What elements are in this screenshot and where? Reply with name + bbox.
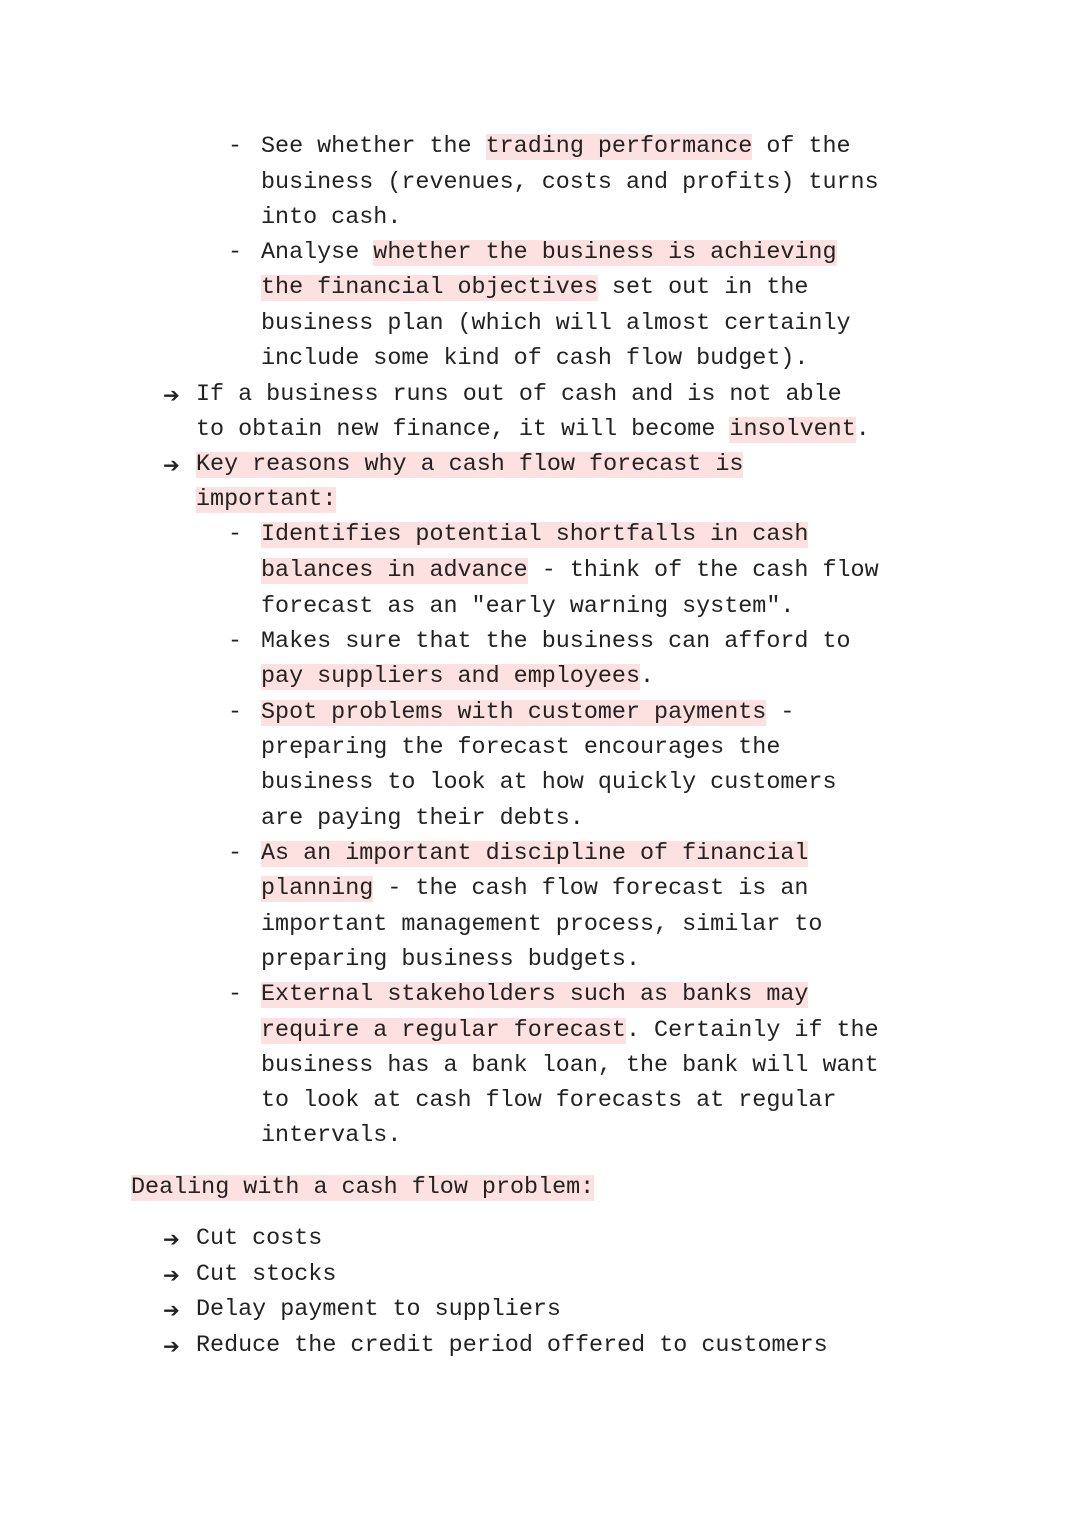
- text-line: [261, 698, 794, 728]
- text-line: [196, 415, 870, 445]
- list-item: Delay payment to suppliers: [196, 1297, 561, 1323]
- text-segment: .: [855, 417, 870, 443]
- text-segment: .: [640, 664, 655, 690]
- arrow-bullet-icon: ➔: [163, 453, 180, 477]
- text-segment: . Certainly if the: [625, 1018, 879, 1044]
- arrow-bullet-icon: ➔: [163, 1227, 180, 1251]
- text-line: preparing business budgets.: [261, 947, 640, 973]
- highlighted-text: important:: [196, 487, 337, 513]
- highlighted-text: As an important discipline of financial: [261, 841, 809, 867]
- text-segment: - think of the cash flow: [527, 558, 879, 584]
- arrow-bullet-icon: ➔: [163, 1263, 180, 1287]
- text-line: [261, 273, 808, 303]
- text-segment: of the: [752, 134, 851, 160]
- text-line: business to look at how quickly customers: [261, 770, 837, 796]
- highlighted-text: trading performance: [485, 134, 753, 160]
- text-line: [261, 520, 808, 550]
- dash-bullet: -: [228, 522, 243, 548]
- highlighted-text: Dealing with a cash flow problem:: [131, 1175, 595, 1201]
- text-line: intervals.: [261, 1123, 402, 1149]
- highlighted-text: balances in advance: [261, 558, 528, 584]
- text-line: If a business runs out of cash and is not able: [196, 382, 842, 408]
- highlighted-text: whether the business is achieving: [373, 240, 837, 266]
- text-segment: to obtain new finance, it will become: [196, 417, 730, 443]
- text-segment: See whether the: [261, 134, 486, 160]
- highlighted-text: External stakeholders such as banks may: [261, 982, 809, 1008]
- text-segment: set out in the: [597, 275, 809, 301]
- highlighted-text: Key reasons why a cash flow forecast is: [196, 452, 744, 478]
- dash-bullet: -: [228, 134, 243, 160]
- text-line: [261, 839, 808, 869]
- text-line: business has a bank loan, the bank will want: [261, 1053, 879, 1079]
- highlighted-text: pay suppliers and employees: [261, 664, 640, 690]
- dash-bullet: -: [228, 982, 243, 1008]
- text-line: preparing the forecast encourages the: [261, 735, 781, 761]
- text-line: [261, 1016, 879, 1046]
- highlighted-text: insolvent: [729, 417, 856, 443]
- text-line: [196, 450, 743, 480]
- text-line: include some kind of cash flow budget).: [261, 346, 809, 372]
- arrow-bullet-icon: ➔: [163, 1298, 180, 1322]
- arrow-bullet-icon: ➔: [163, 383, 180, 407]
- text-line: [261, 132, 851, 162]
- section-heading: [131, 1173, 594, 1203]
- text-line: into cash.: [261, 205, 402, 231]
- highlighted-text: require a regular forecast: [261, 1018, 626, 1044]
- list-item: Cut costs: [196, 1226, 323, 1252]
- text-line: business plan (which will almost certainly: [261, 311, 851, 337]
- text-segment: -: [766, 700, 795, 726]
- text-segment: - the cash flow forecast is an: [373, 876, 809, 902]
- dash-bullet: -: [228, 700, 243, 726]
- text-line: to look at cash flow forecasts at regular: [261, 1088, 837, 1114]
- list-item: Reduce the credit period offered to customers: [196, 1333, 828, 1359]
- text-line: [261, 238, 837, 268]
- highlighted-text: the financial objectives: [261, 275, 598, 301]
- highlighted-text: Spot problems with customer payments: [261, 700, 767, 726]
- text-line: [261, 662, 654, 692]
- text-line: business (revenues, costs and profits) turns: [261, 170, 879, 196]
- text-line: [261, 980, 808, 1010]
- arrow-bullet-icon: ➔: [163, 1334, 180, 1358]
- list-item: Cut stocks: [196, 1262, 337, 1288]
- text-line: important management process, similar to: [261, 912, 823, 938]
- text-line: [196, 485, 336, 515]
- text-line: are paying their debts.: [261, 806, 584, 832]
- dash-bullet: -: [228, 240, 243, 266]
- highlighted-text: Identifies potential shortfalls in cash: [261, 522, 809, 548]
- text-line: forecast as an "early warning system".: [261, 594, 795, 620]
- highlighted-text: planning: [261, 876, 374, 902]
- text-line: [261, 556, 879, 586]
- dash-bullet: -: [228, 629, 243, 655]
- text-segment: Analyse: [261, 240, 374, 266]
- text-line: Makes sure that the business can afford to: [261, 629, 851, 655]
- text-line: [261, 874, 808, 904]
- dash-bullet: -: [228, 841, 243, 867]
